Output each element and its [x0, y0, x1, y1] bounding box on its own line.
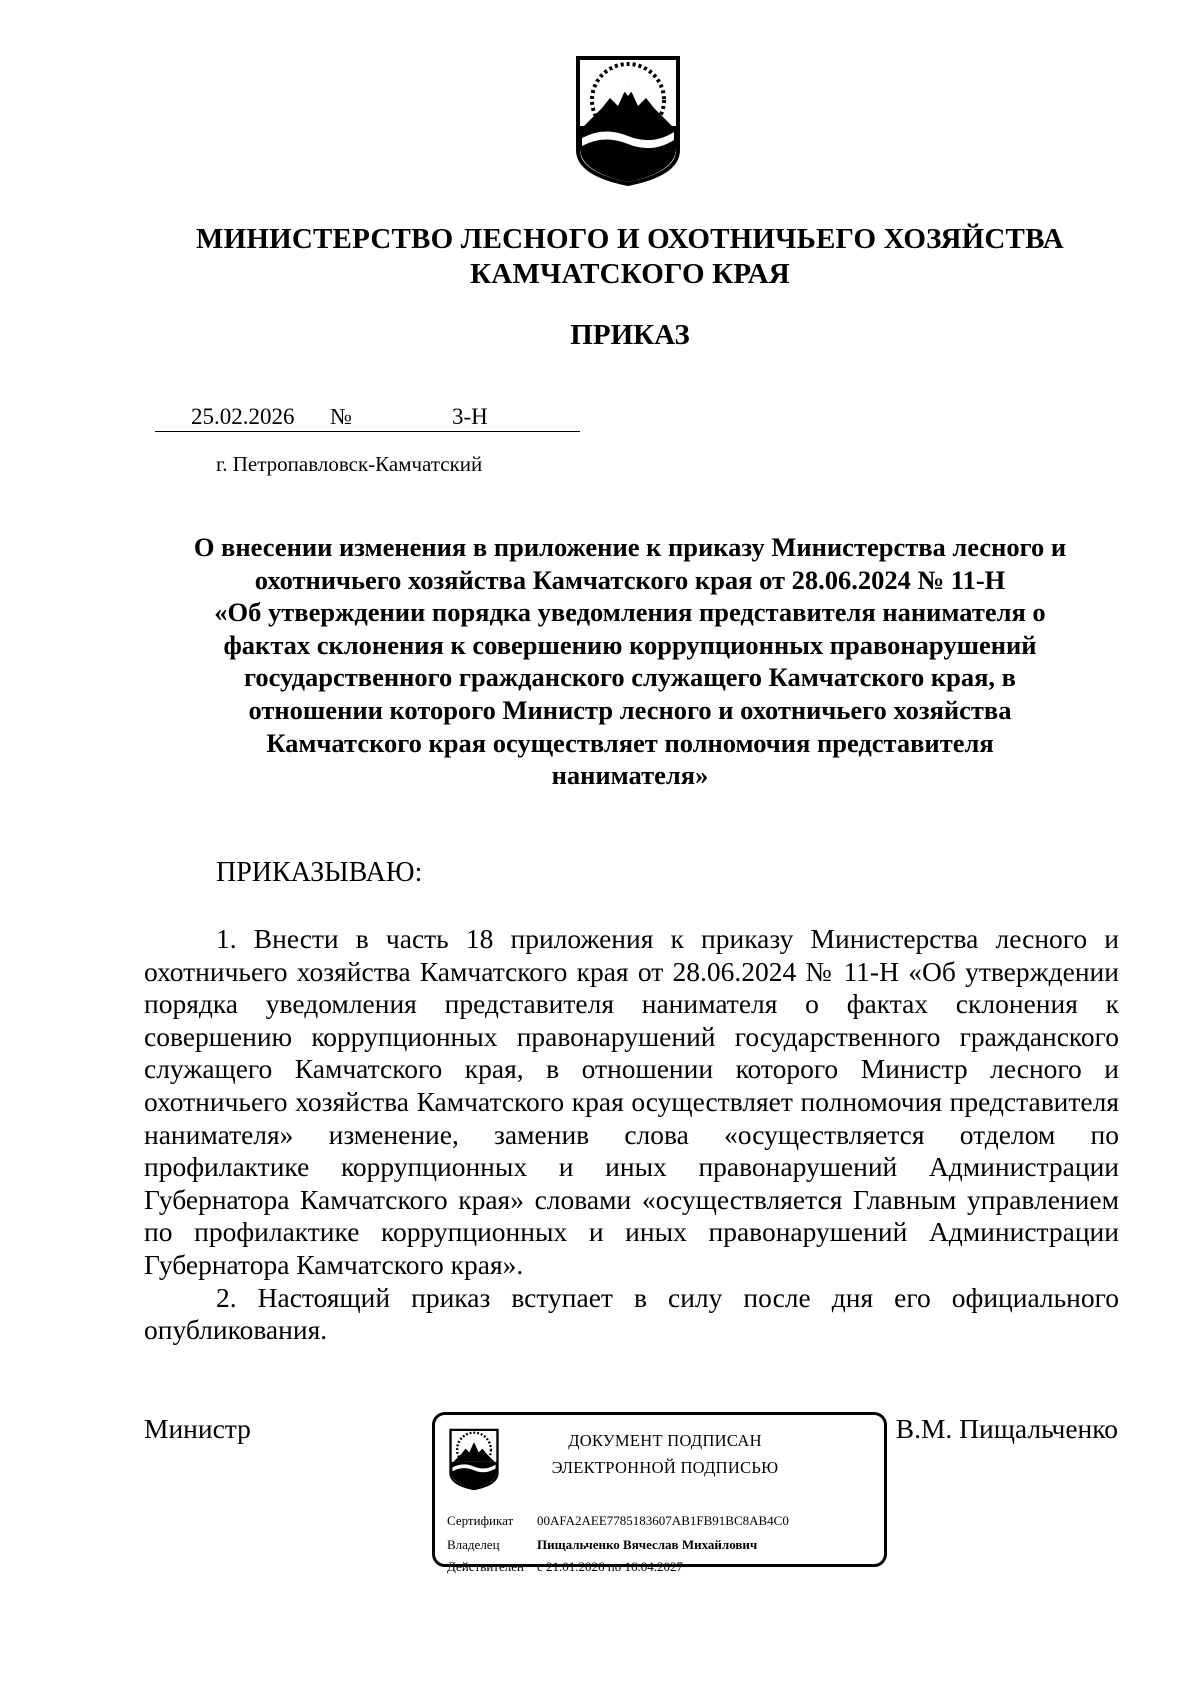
signer-role: Министр	[144, 1413, 251, 1444]
validity-label: Действителен	[447, 1559, 524, 1574]
body-paragraph-2: 2. Настоящий приказ вступает в силу после дня его официального опубликования.	[144, 1281, 1119, 1346]
registration-underline	[155, 431, 580, 432]
order-body	[144, 923, 1119, 1347]
heading-line: «Об утверждении порядка уведомления представителя нанимателя о	[214, 597, 1046, 628]
number-sign: №	[330, 404, 352, 429]
kamchatka-coat-of-arms-icon	[574, 54, 682, 186]
heading-line: Камчатского края осуществляет полномочия представителя	[266, 727, 994, 758]
stamp-title-line-1: ДОКУМЕНТ ПОДПИСАН	[568, 1431, 762, 1450]
city: г. Петропавловск-Камчатский	[216, 452, 483, 476]
electronic-signature-stamp	[432, 1412, 887, 1574]
certificate-label: Сертификат	[447, 1513, 514, 1528]
signer-name: В.М. Пищальченко	[895, 1413, 1118, 1444]
document-type: ПРИКАЗ	[570, 319, 690, 351]
heading-line: государственного гражданского служащего Камчатского края, в	[244, 662, 1016, 693]
ministry-line-1: МИНИСТЕРСТВО ЛЕСНОГО И ОХОТНИЧЬЕГО ХОЗЯЙСТВА	[196, 223, 1064, 255]
stamp-title	[495, 1427, 835, 1481]
stamp-title-line-2: ЭЛЕКТРОННОЙ ПОДПИСЬЮ	[551, 1458, 779, 1477]
heading-line: фактах склонения к совершению коррупционных правонарушений	[223, 629, 1037, 660]
order-word: ПРИКАЗЫВАЮ:	[216, 857, 423, 888]
certificate-value: 00AFA2AEE7785183607AB1FB91BC8AB4C0	[537, 1513, 789, 1528]
heading-line: охотничьего хозяйства Камчатского края от 28.06.2024 № 11-Н	[254, 564, 1006, 595]
order-heading	[150, 531, 1110, 792]
stamp-coat-of-arms-icon	[448, 1428, 500, 1490]
owner-value: Пищальченко Вячеслав Михайлович	[537, 1537, 758, 1552]
stamp-certificate-row	[447, 1513, 789, 1529]
order-date: 25.02.2026	[191, 404, 295, 429]
stamp-owner-row	[447, 1537, 757, 1553]
ministry-line-2: КАМЧАТСКОГО КРАЯ	[470, 258, 790, 290]
validity-value: с 21.01.2026 по 16.04.2027	[537, 1559, 683, 1574]
order-number: 3-Н	[452, 404, 488, 429]
registration-line	[155, 404, 580, 434]
heading-line: О внесении изменения в приложение к приказу Министерства лесного и	[193, 532, 1067, 562]
heading-line: нанимателя»	[551, 760, 709, 791]
stamp-validity-row	[447, 1559, 683, 1575]
ministry-title	[0, 222, 1200, 292]
body-paragraph-1: 1. Внести в часть 18 приложения к приказу Министерства лесного и охотничьего хозяйства Камчатского края от 28.06.2024 № 11-Н «Об утверждении порядка уведомления представителя нанимателя о фактах склонения к совершению коррупционных правонарушений государственного гражданского служащего Камчатского края, в отношении которого Министр лесного и охотничьего хозяйства Камчатского края осуществляет полномочия представителя нанимателя» изменение, заменив слова «осуществляется отделом по профилактике коррупционных и иных правонарушений Администрации Губернатора Камчатского края» словами «осуществляется Главным управлением по профилактике коррупционных и иных правонарушений Администрации Губернатора Камчатского края».	[144, 923, 1119, 1280]
heading-line: отношении которого Министр лесного и охотничьего хозяйства	[248, 694, 1012, 725]
owner-label: Владелец	[447, 1537, 500, 1552]
